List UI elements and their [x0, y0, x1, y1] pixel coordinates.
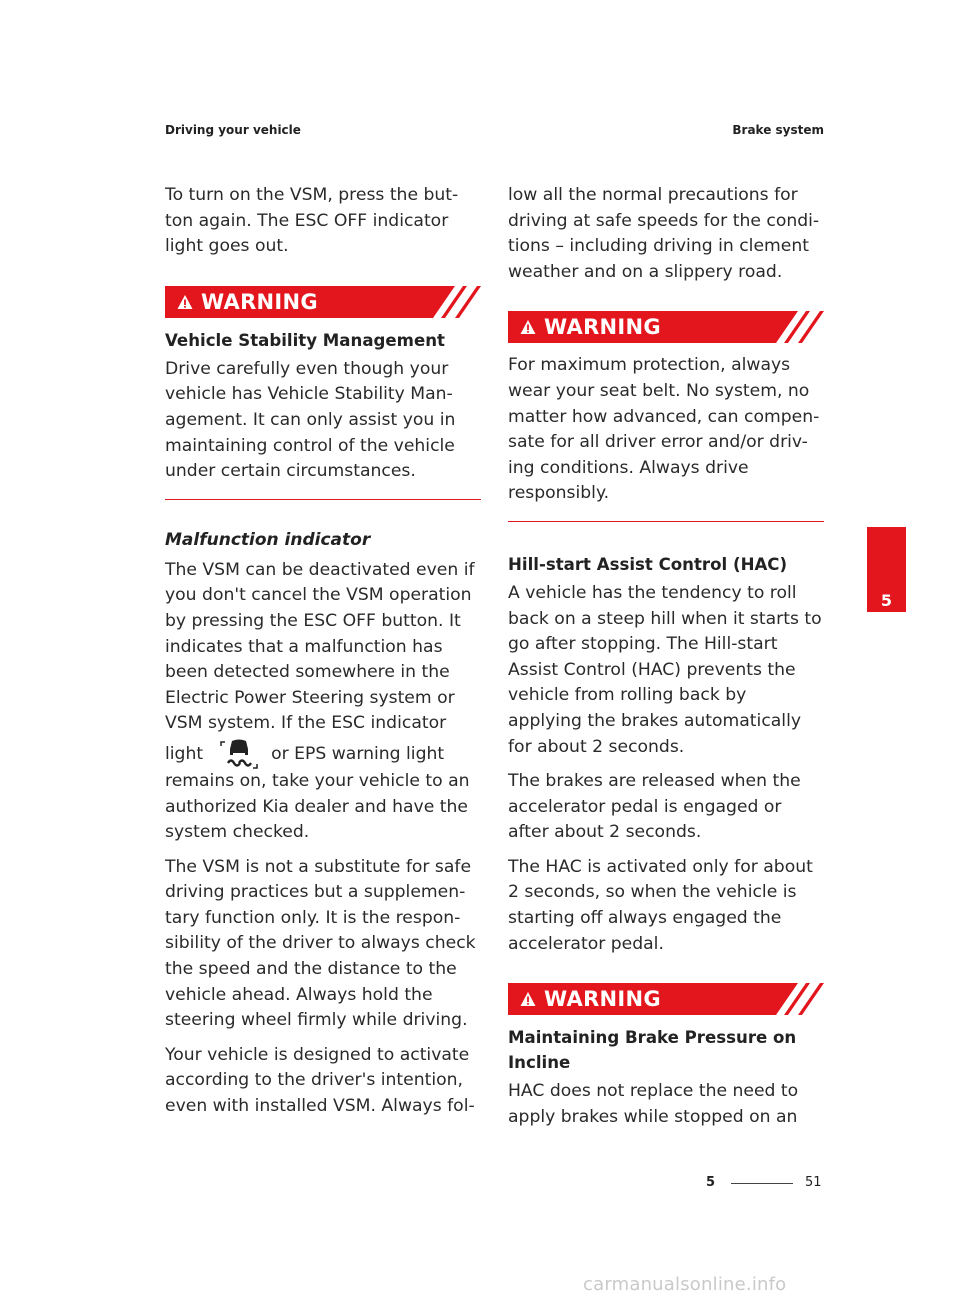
- hac-paragraph-3: The HAC is activated only for about 2 seconds, so when the vehicle is starting off always engaged the accelerator pedal.: [508, 856, 813, 954]
- hac-paragraph-1: A vehicle has the tendency to roll back on a steep hill when it starts to go after stopping. The Hill-start Assist Control (HAC) prevents the vehicle from rolling back by applying the brakes automatically for about 2 seconds.: [508, 582, 822, 757]
- malfunction-text-a: The VSM can be deactivated even if you don't cancel the VSM operation by pressing the ESC OFF button. It indicates that a malfunction has been detected somewhere in the Electric Power Steering system or VSM system. If the ESC indicator light: [165, 559, 475, 764]
- warning-label: WARNING: [544, 987, 661, 1012]
- malfunction-paragraph-3: Your vehicle is designed to activate according to the driver's intention, even with installed VSM. Always fol-: [165, 1044, 475, 1117]
- footer-page-number: 51: [805, 1175, 822, 1190]
- warning-stripes-decoration: [776, 311, 824, 343]
- warning-body: For maximum protection, always wear your seat belt. No system, no matter how advanced, can compen-sate for all driver error and/or driv-ing conditions. Always drive responsibly.: [508, 355, 820, 504]
- warning-banner-seatbelt: [508, 311, 824, 343]
- warning-triangle-icon: [520, 319, 536, 335]
- running-header-section: Brake system: [732, 123, 824, 137]
- intro-paragraph: To turn on the VSM, press the but-ton again. The ESC OFF indicator light goes out.: [165, 185, 459, 257]
- esc-indicator-icon: [217, 737, 261, 769]
- continuation-paragraph: low all the normal precautions for driving at safe speeds for the condi-tions – including driving in clement weather and on a slippery road.: [508, 185, 820, 282]
- malfunction-paragraph-2: The VSM is not a substitute for safe driving practices but a supplemen-tary function only. It is the respon-sibility of the driver to always check the speed and the distance to the vehicle ahead. Always hold the steering wheel firmly while driving.: [165, 856, 476, 1031]
- hac-paragraph-2: The brakes are released when the accelerator pedal is engaged or after about 2 seconds.: [508, 771, 801, 843]
- warning-body: Drive carefully even though your vehicle has Vehicle Stability Man-agement. It can only assist you in maintaining control of the vehicle under certain circumstances.: [165, 358, 456, 482]
- right-column: [508, 183, 824, 1139]
- malfunction-text-b: or EPS warning light remains on, take your vehicle to an authorized Kia dealer and have the system checked.: [165, 743, 470, 843]
- left-column: [165, 183, 481, 1129]
- warning-triangle-icon: [177, 294, 193, 310]
- running-header-chapter: Driving your vehicle: [165, 123, 301, 137]
- chapter-tab: 5: [867, 527, 906, 612]
- hac-heading: Hill-start Assist Control (HAC): [508, 554, 788, 574]
- section-divider: [165, 499, 481, 500]
- footer-divider: [731, 1183, 793, 1184]
- warning-banner-brake-pressure: [508, 983, 824, 1015]
- warning-label: WARNING: [544, 315, 661, 340]
- warning-title: Vehicle Stability Management: [165, 330, 445, 350]
- footer-chapter-number: 5: [706, 1175, 716, 1190]
- warning-stripes-decoration: [776, 983, 824, 1015]
- watermark: carmanualsonline.info: [583, 1274, 787, 1295]
- warning-banner-vsm: [165, 286, 481, 318]
- warning-title: Maintaining Brake Pressure on Incline: [508, 1028, 797, 1073]
- warning-triangle-icon: [520, 991, 536, 1007]
- warning-body: HAC does not replace the need to apply brakes while stopped on an: [508, 1081, 799, 1127]
- warning-stripes-decoration: [433, 286, 481, 318]
- section-divider: [508, 521, 824, 522]
- malfunction-paragraph-1: [165, 558, 481, 846]
- malfunction-heading: Malfunction indicator: [165, 529, 371, 550]
- warning-label: WARNING: [201, 289, 318, 314]
